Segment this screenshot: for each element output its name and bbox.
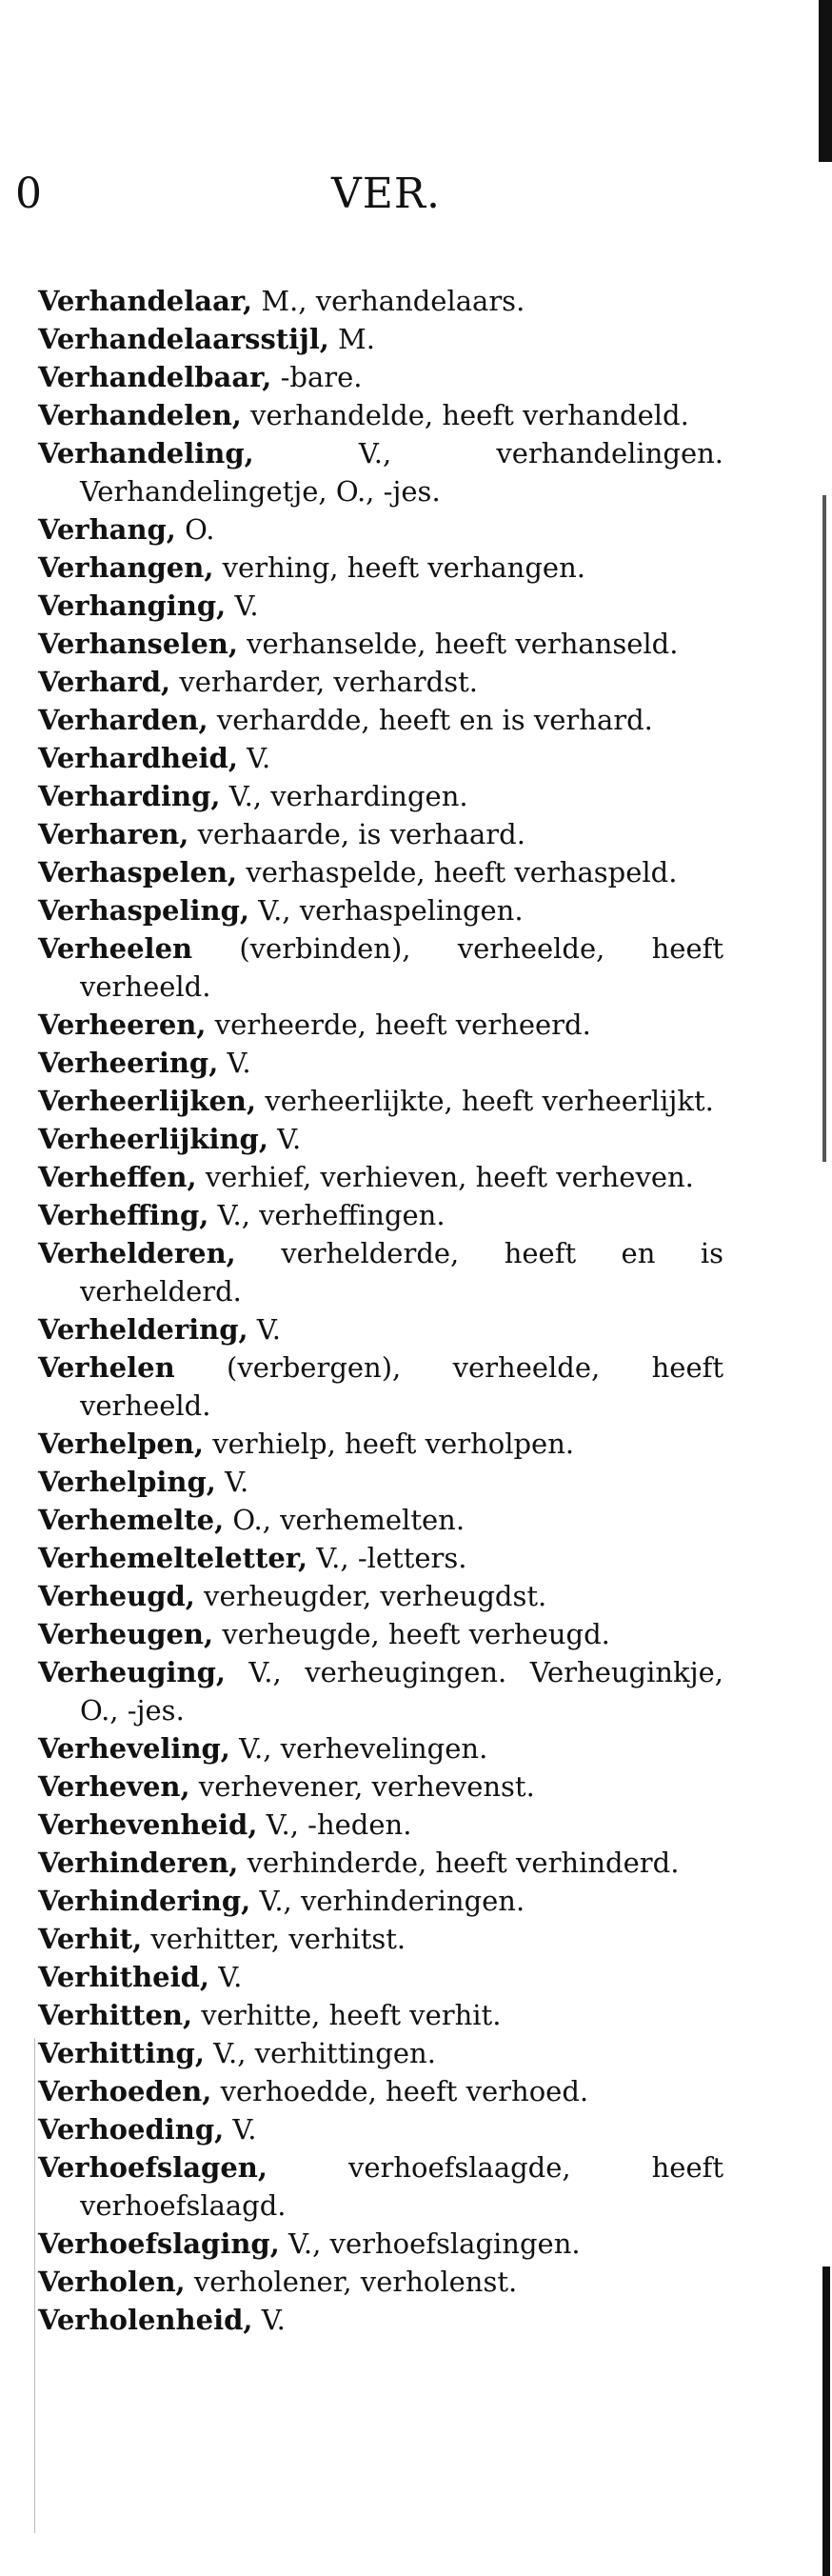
entry-definition: verholener, verholenst. (185, 2266, 518, 2298)
entry-definition: verharder, verhardst. (170, 666, 478, 698)
dictionary-entry (38, 2263, 723, 2301)
dictionary-entry (38, 549, 723, 587)
dictionary-entry (38, 2072, 723, 2110)
entry-definition: verhitter, verhitst. (142, 1923, 406, 1955)
entry-headword: Verheffing, (38, 1199, 209, 1231)
dictionary-entry (38, 663, 723, 701)
entry-headword: Verhoefslagen, (38, 2151, 267, 2184)
entry-headword: Verhandelaarsstijl, (38, 323, 329, 355)
entry-headword: Verhangen, (38, 551, 214, 584)
entry-definition: -bare. (271, 361, 363, 393)
entry-definition: verhoedde, heeft verhoed. (211, 2075, 589, 2107)
dictionary-entry (38, 1615, 723, 1653)
entry-headword: Verhandelbaar, (38, 361, 272, 393)
entry-definition: V., verhaspelingen. (249, 894, 524, 927)
entry-headword: Verhitting, (38, 2037, 205, 2069)
dictionary-entry (38, 1501, 723, 1539)
dictionary-entry (38, 1006, 723, 1044)
entry-headword: Verharen, (38, 818, 189, 850)
dictionary-entries (38, 282, 723, 2339)
entry-definition: V. (226, 589, 259, 622)
entry-headword: Verheldering, (38, 1313, 248, 1346)
entry-definition: V. (218, 1047, 251, 1079)
entry-headword: Verheveling, (38, 1732, 230, 1765)
entry-definition: verhandelde, heeft verhandeld. (241, 399, 689, 431)
dictionary-entry (38, 282, 723, 320)
entry-definition: verhardde, heeft en is verhard. (208, 704, 653, 736)
dictionary-entry (38, 853, 723, 891)
entry-headword: Verhardheid, (38, 742, 238, 774)
entry-definition: V., -letters. (307, 1542, 467, 1574)
entry-headword: Verhinderen, (38, 1847, 239, 1879)
entry-definition: V. (252, 2304, 286, 2336)
binding-edge-top (819, 0, 832, 162)
entry-definition: verhing, heeft verhangen. (213, 551, 585, 584)
dictionary-entry (38, 1806, 723, 1844)
entry-definition: verhitte, heeft verhit. (192, 1999, 502, 2031)
dictionary-entry (38, 587, 723, 625)
entry-definition: O. (175, 513, 215, 546)
dictionary-entry (38, 1310, 723, 1348)
entry-definition: verhinderde, heeft verhinderd. (238, 1847, 680, 1879)
dictionary-entry (38, 815, 723, 853)
entry-headword: Verharden, (38, 704, 208, 736)
entry-headword: Verheerlijken, (38, 1085, 257, 1117)
entry-definition: V. (224, 2113, 257, 2146)
entry-headword: Verhelping, (38, 1466, 216, 1498)
dictionary-entry (38, 434, 723, 510)
dictionary-entry (38, 891, 723, 929)
dictionary-entry (38, 1120, 723, 1158)
entry-headword: Verhevenheid, (38, 1808, 258, 1841)
entry-headword: Verheugd, (38, 1580, 195, 1612)
entry-definition: V., verheffingen. (208, 1199, 446, 1231)
entry-headword: Verheering, (38, 1047, 219, 1079)
entry-definition: V., verhittingen. (204, 2037, 436, 2069)
entry-definition: verhielp, heeft verholpen. (204, 1428, 575, 1460)
dictionary-entry (38, 1234, 723, 1310)
dictionary-entry (38, 1996, 723, 2034)
dictionary-entry (38, 1653, 723, 1729)
entry-headword: Verheeren, (38, 1008, 207, 1041)
entry-headword: Verheffen, (38, 1161, 197, 1193)
page-header (0, 170, 832, 227)
entry-definition: V., verhoefslagingen. (279, 2227, 581, 2260)
running-head: VER. (331, 170, 442, 218)
entry-headword: Verhitten, (38, 1999, 193, 2031)
page-number: 0 (15, 170, 42, 218)
entry-definition: V., verhinderingen. (250, 1885, 525, 1917)
entry-headword: Verhandelaar, (38, 285, 253, 317)
dictionary-entry (38, 1882, 723, 1920)
entry-definition: verhoefslaagde, heeft verhoefslaagd. (80, 2151, 723, 2222)
binding-edge-bottom (822, 2266, 830, 2576)
dictionary-entry (38, 396, 723, 434)
entry-headword: Verhanselen, (38, 628, 238, 660)
dictionary-entry (38, 1082, 723, 1120)
entry-definition: V. (209, 1961, 243, 1993)
dictionary-entry (38, 1044, 723, 1082)
entry-definition: (verbergen), verheelde, heeft verheeld. (80, 1351, 723, 1422)
entry-headword: Verhelderen, (38, 1237, 236, 1269)
entry-headword: Verhoeden, (38, 2075, 212, 2107)
dictionary-entry (38, 1158, 723, 1196)
entry-headword: Verhemelteletter, (38, 1542, 308, 1574)
entry-headword: Verheugen, (38, 1618, 214, 1650)
entry-definition: verhevener, verhevenst. (189, 1770, 535, 1803)
dictionary-entry (38, 2225, 723, 2263)
entry-headword: Verhit, (38, 1923, 143, 1955)
entry-headword: Verheerlijking, (38, 1123, 268, 1155)
entry-headword: Verhaspelen, (38, 856, 238, 889)
entry-definition: verheugder, verheugdst. (194, 1580, 547, 1612)
binding-edge-middle (822, 495, 826, 1162)
entry-headword: Verhitheid, (38, 1961, 209, 1993)
dictionary-entry (38, 777, 723, 815)
dictionary-entry (38, 929, 723, 1006)
dictionary-entry (38, 2301, 723, 2339)
entry-headword: Verholen, (38, 2266, 186, 2298)
dictionary-entry (38, 1196, 723, 1234)
entry-definition: V. (267, 1123, 302, 1155)
dictionary-entry (38, 1425, 723, 1463)
dictionary-entry (38, 1539, 723, 1577)
dictionary-entry (38, 1348, 723, 1425)
entry-headword: Verhemelte, (38, 1504, 225, 1536)
entry-headword: Verhang, (38, 513, 176, 546)
dictionary-entry (38, 739, 723, 777)
entry-definition: verhanselde, heeft verhanseld. (237, 628, 679, 660)
entry-definition: verhelderde, heeft en is verhelderd. (80, 1237, 723, 1308)
entry-definition: O., verhemelten. (224, 1504, 466, 1536)
entry-headword: Verhelen (38, 1351, 175, 1384)
dictionary-entry (38, 2148, 723, 2225)
dictionary-entry (38, 1729, 723, 1767)
entry-headword: Verhelpen, (38, 1428, 205, 1460)
entry-headword: Verhandeling, (38, 437, 254, 469)
dictionary-entry (38, 625, 723, 663)
entry-headword: Verhanging, (38, 589, 227, 622)
entry-headword: Verholenheid, (38, 2304, 253, 2336)
dictionary-entry (38, 1767, 723, 1806)
entry-headword: Verhard, (38, 666, 171, 698)
entry-definition: verhaspelde, heeft verhaspeld. (237, 856, 678, 889)
entry-headword: Verhandelen, (38, 399, 242, 431)
dictionary-entry (38, 1958, 723, 1996)
dictionary-entry (38, 2034, 723, 2072)
entry-definition: M. (328, 323, 375, 355)
margin-line (34, 2038, 35, 2533)
entry-definition: M., verhandelaars. (252, 285, 525, 317)
dictionary-entry (38, 510, 723, 549)
dictionary-entry (38, 1577, 723, 1615)
entry-definition: verheerde, heeft verheerd. (206, 1008, 591, 1041)
entry-definition: V. (237, 742, 271, 774)
entry-definition: V. (248, 1313, 281, 1346)
entry-headword: Verhoefslaging, (38, 2227, 280, 2260)
dictionary-entry (38, 1844, 723, 1882)
entry-definition: verheerlijkte, heeft verheerlijkt. (256, 1085, 714, 1117)
entry-headword: Verheelen (38, 932, 193, 965)
dictionary-entry (38, 1920, 723, 1958)
entry-headword: Verhoeding, (38, 2113, 225, 2146)
entry-definition: verhief, verhieven, heeft verheven. (196, 1161, 694, 1193)
entry-definition: V., verhevelingen. (229, 1732, 488, 1765)
entry-headword: Verheven, (38, 1770, 190, 1803)
entry-headword: Verheuging, (38, 1656, 226, 1688)
dictionary-entry (38, 701, 723, 739)
entry-headword: Verhindering, (38, 1885, 251, 1917)
entry-definition: V., -heden. (257, 1808, 412, 1841)
entry-headword: Verhaspeling, (38, 894, 249, 927)
entry-definition: V., verhandelingen. Verhandelingetje, O., -jes. (80, 437, 723, 508)
dictionary-entry (38, 320, 723, 358)
entry-definition: V., verhardingen. (220, 780, 468, 812)
entry-headword: Verharding, (38, 780, 221, 812)
entry-definition: V. (215, 1466, 249, 1498)
entry-definition: verhaarde, is verhaard. (188, 818, 525, 850)
dictionary-entry (38, 358, 723, 396)
entry-definition: verheugde, heeft verheugd. (213, 1618, 610, 1650)
entry-definition: (verbinden), verheelde, heeft verheeld. (80, 932, 723, 1003)
dictionary-entry (38, 1463, 723, 1501)
dictionary-entry (38, 2110, 723, 2148)
entry-definition: V., verheugingen. Verheuginkje, O., -jes. (80, 1656, 723, 1727)
